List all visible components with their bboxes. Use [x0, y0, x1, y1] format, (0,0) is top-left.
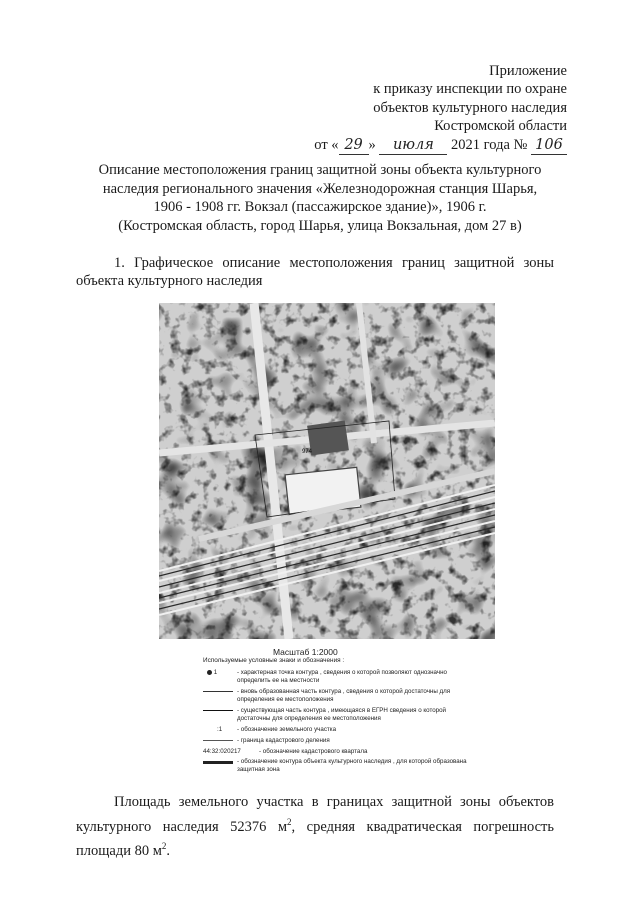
legend-text: - вновь образованная часть контура , сведения о которой достаточны для определения ее местоположения: [237, 688, 451, 703]
title-line-2: наследия регионального значения «Железнодорожная станция Шарья,: [102, 180, 538, 197]
existing-contour-line-icon: [203, 710, 233, 711]
area-text-part-2: , средняя квадратическая погрешность площади 80 м: [76, 818, 554, 859]
aerial-map-svg: [159, 303, 495, 639]
area-statement: [76, 793, 554, 861]
area-superscript: 2: [287, 816, 292, 827]
order-reference: к приказу инспекции по охране: [373, 81, 567, 98]
legend-text: - граница кадастрового деления: [237, 737, 330, 744]
legend-text: - обозначение кадастрового квартала: [259, 748, 368, 755]
map-scale: Масштаб 1:2000: [273, 647, 338, 657]
legend-title: Используемые условные знаки и обозначения :: [203, 657, 345, 664]
doc-number: 106: [531, 136, 567, 155]
title-line-4: (Костромская область, город Шарья, улица Вокзальная, дом 27 в): [118, 217, 522, 234]
area-superscript-2: 2: [161, 841, 167, 852]
heritage-contour-line-icon: [203, 761, 233, 764]
legend-symbol-text: 44:32:020217: [203, 748, 241, 755]
legend-text: - обозначение земельного участка: [237, 726, 337, 733]
region-name: Костромской области: [434, 118, 567, 135]
date-year: 2021 года №: [451, 136, 528, 153]
date-sep: »: [368, 136, 376, 153]
legend-text: - существующая часть контура , имеющаяся в ЕГРН сведения о которой достаточны для определения ее местоположения: [237, 707, 447, 722]
map-point-label: 974: [302, 449, 313, 455]
appendix-header: [314, 62, 567, 155]
legend-text: - обозначение контура объекта культурного наследия , для которой образована защитная зона: [237, 758, 467, 773]
title-line-1: Описание местоположения границ защитной зоны объекта культурного: [98, 162, 542, 178]
appendix-title: Приложение: [489, 63, 567, 79]
date-month: июля: [379, 136, 447, 155]
area-text-part-3: .: [166, 842, 171, 859]
new-contour-line-icon: [203, 691, 233, 692]
legend-symbol: [203, 669, 237, 677]
legend-text: - характерная точка контура , сведения о которой позволяют однозначно определить ее на местности: [237, 669, 447, 684]
legend-symbol: [203, 748, 263, 756]
area-text-part-1: Площадь земельного участка в границах защитной зоны объектов культурного наследия 52376 м: [76, 794, 554, 835]
document-title: [70, 161, 570, 235]
legend-symbol: [203, 726, 237, 734]
legend-symbol-text: 1: [213, 669, 218, 676]
aerial-map-image: [159, 303, 495, 639]
date-day: 29: [339, 136, 369, 155]
point-marker-icon: [207, 670, 212, 675]
inspection-name: объектов культурного наследия: [373, 99, 567, 116]
cadastral-division-line-icon: [203, 740, 233, 741]
title-line-3: 1906 - 1908 гг. Вокзал (пассажирское здание)», 1906 г.: [153, 199, 487, 216]
date-prefix: от «: [314, 136, 339, 153]
order-date-line: [314, 136, 567, 155]
legend-symbol-text: :1: [217, 726, 223, 733]
section-1-heading: 1. Графическое описание местоположения границ защитной зоны объекта культурного наследия: [76, 255, 554, 290]
